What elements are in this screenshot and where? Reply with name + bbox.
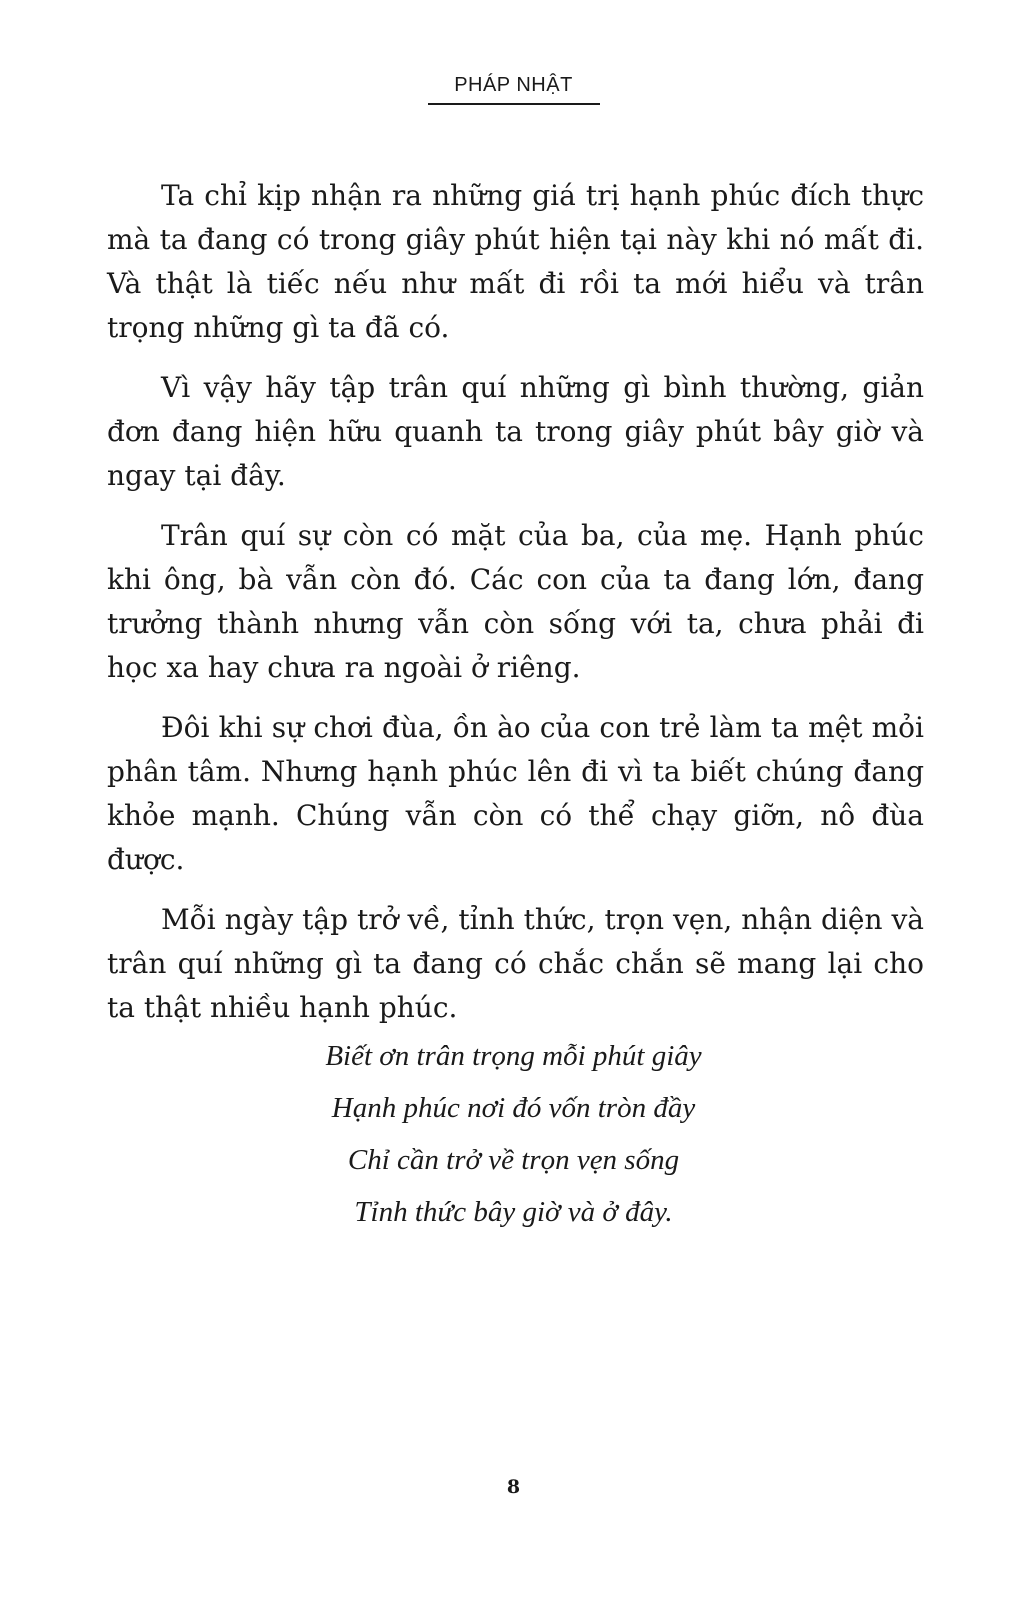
poem-line-3: Chỉ cần trở về trọn vẹn sống bbox=[347, 1144, 680, 1176]
paragraph-2: Vì vậy hãy tập trân quí những gì bình thường, giản đơn đang hiện hữu quanh ta trong giây phút bây giờ và ngay tại đây. bbox=[107, 371, 924, 492]
paragraph-5: Mỗi ngày tập trở về, tỉnh thức, trọn vẹn, nhận diện và trân quí những gì ta đang có chắc chắn sẽ mang lại cho ta thật nhiều hạnh phúc. bbox=[107, 903, 924, 1024]
paragraph-4: Đôi khi sự chơi đùa, ồn ào của con trẻ làm ta mệt mỏi phân tâm. Nhưng hạnh phúc lên đi vì ta biết chúng đang khỏe mạnh. Chúng vẫn còn có thể chạy giỡn, nô đùa được. bbox=[107, 711, 924, 876]
running-header-title: PHÁP NHẬT bbox=[454, 74, 573, 96]
poem-stanza bbox=[0, 1030, 1027, 1238]
paragraph-3: Trân quí sự còn có mặt của ba, của mẹ. Hạnh phúc khi ông, bà vẫn còn đó. Các con của ta đang lớn, đang trưởng thành nhưng vẫn còn sống với ta, chưa phải đi học xa hay chưa ra ngoài ở riêng. bbox=[107, 519, 924, 684]
body-text bbox=[107, 174, 924, 1046]
poem-line-2: Hạnh phúc nơi đó vốn tròn đầy bbox=[331, 1092, 696, 1124]
page-number: 8 bbox=[506, 1476, 521, 1498]
poem-line-4: Tỉnh thức bây giờ và ở đây. bbox=[354, 1196, 673, 1228]
poem-line-1: Biết ơn trân trọng mỗi phút giây bbox=[325, 1040, 702, 1072]
paragraph-1: Ta chỉ kịp nhận ra những giá trị hạnh phúc đích thực mà ta đang có trong giây phút hiện tại này khi nó mất đi. Và thật là tiếc nếu như mất đi rồi ta mới hiểu và trân trọng những gì ta đã có. bbox=[107, 179, 924, 344]
header-rule bbox=[428, 103, 600, 105]
